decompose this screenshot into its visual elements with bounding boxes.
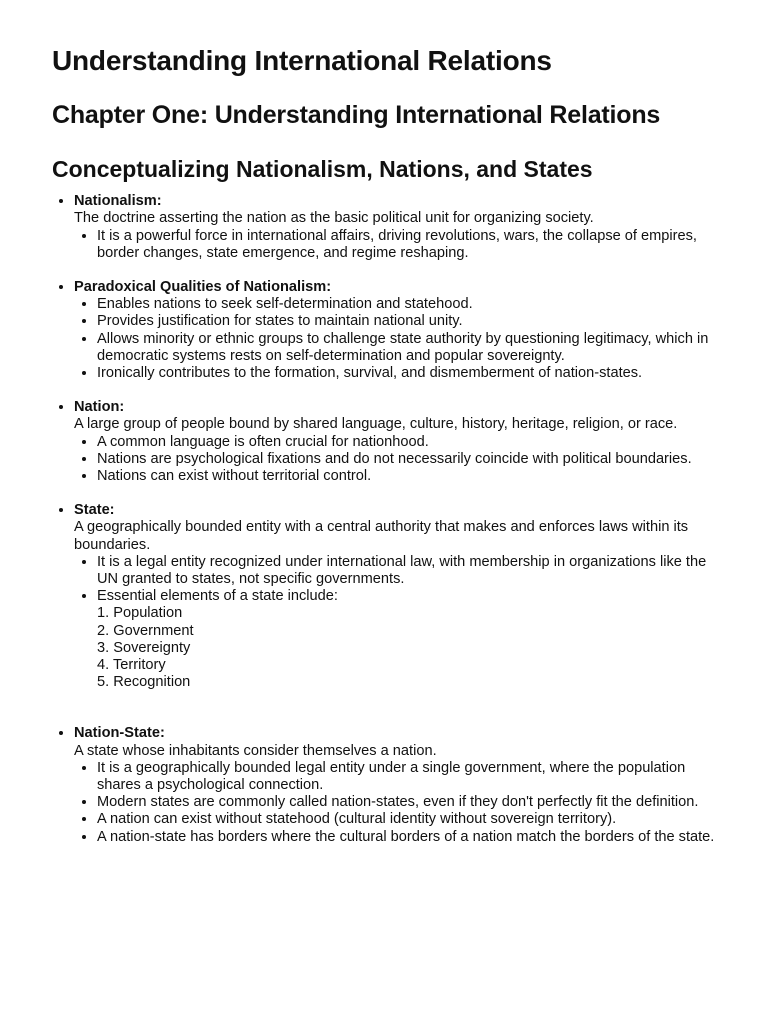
list-item: • A common language is often crucial for nationhood. — [97, 434, 716, 451]
entry-nationalism — [74, 193, 716, 262]
entry-definition: A state whose inhabitants consider themselves a nation. — [74, 742, 437, 759]
entry-term: • Nation: — [74, 399, 125, 416]
entry-nation — [74, 399, 716, 485]
entry-term: • Nationalism: — [74, 193, 162, 210]
entry-state — [74, 502, 716, 691]
list-item: • Modern states are commonly called nation-states, even if they don't perfectly fit the definition. — [97, 794, 716, 811]
entry-term: • State: — [74, 502, 115, 519]
list-item: • A nation can exist without statehood (cultural identity without sovereign territory). — [97, 811, 716, 828]
list-item: • Ironically contributes to the formation, survival, and dismemberment of nation-states. — [97, 365, 716, 382]
entry-term: • Nation-State: — [74, 725, 165, 742]
list-item: • Nations are psychological fixations and do not necessarily coincide with political boundaries. — [97, 451, 716, 468]
entry-term: • Paradoxical Qualities of Nationalism: — [74, 279, 332, 295]
section-heading: Conceptualizing Nationalism, Nations, and States — [52, 155, 593, 182]
concept-list — [52, 193, 716, 846]
list-item: • A nation-state has borders where the cultural borders of a nation match the borders of the state. — [97, 829, 716, 846]
entry-points — [74, 760, 716, 846]
entry-points — [74, 554, 716, 692]
document-title: Understanding International Relations — [52, 45, 552, 76]
list-item: • Enables nations to seek self-determination and statehood. — [97, 296, 716, 313]
state-element: 4. Territory — [97, 657, 166, 674]
state-element: 3. Sovereignty — [97, 639, 191, 656]
list-item: • It is a legal entity recognized under international law, with membership in organizations like the UN granted to states, not specific governments. — [97, 554, 716, 588]
list-item: • It is a powerful force in international affairs, driving revolutions, wars, the collapse of empires, border changes, state emergence, and regime reshaping. — [97, 228, 716, 262]
list-item: • Provides justification for states to maintain national unity. — [97, 313, 716, 330]
list-item-text: Essential elements of a state include: — [97, 588, 338, 605]
list-item: • Nations can exist without territorial control. — [97, 468, 716, 485]
entry-definition: The doctrine asserting the nation as the basic political unit for organizing society. — [74, 210, 594, 227]
entry-paradoxical-qualities — [74, 279, 716, 382]
list-item — [97, 588, 716, 691]
entry-nation-state — [74, 725, 716, 845]
entry-definition: A geographically bounded entity with a central authority that makes and enforces laws within its boundaries. — [74, 519, 689, 553]
state-element: 1. Population — [97, 605, 183, 622]
entry-points — [74, 296, 716, 382]
list-item: • Allows minority or ethnic groups to challenge state authority by questioning legitimacy, which in democratic systems rests on self-determination and popular sovereignty. — [97, 331, 716, 365]
state-element: 2. Government — [97, 622, 194, 639]
list-item: • It is a geographically bounded legal entity under a single government, where the population shares a psychological connection. — [97, 760, 716, 794]
state-element: 5. Recognition — [97, 674, 191, 691]
entry-points — [74, 228, 716, 262]
state-elements-list — [97, 605, 716, 691]
entry-definition: A large group of people bound by shared language, culture, history, heritage, religion, or race. — [74, 416, 678, 433]
chapter-heading: Chapter One: Understanding International Relations — [52, 100, 661, 129]
document-body — [52, 193, 716, 846]
entry-points — [74, 434, 716, 486]
